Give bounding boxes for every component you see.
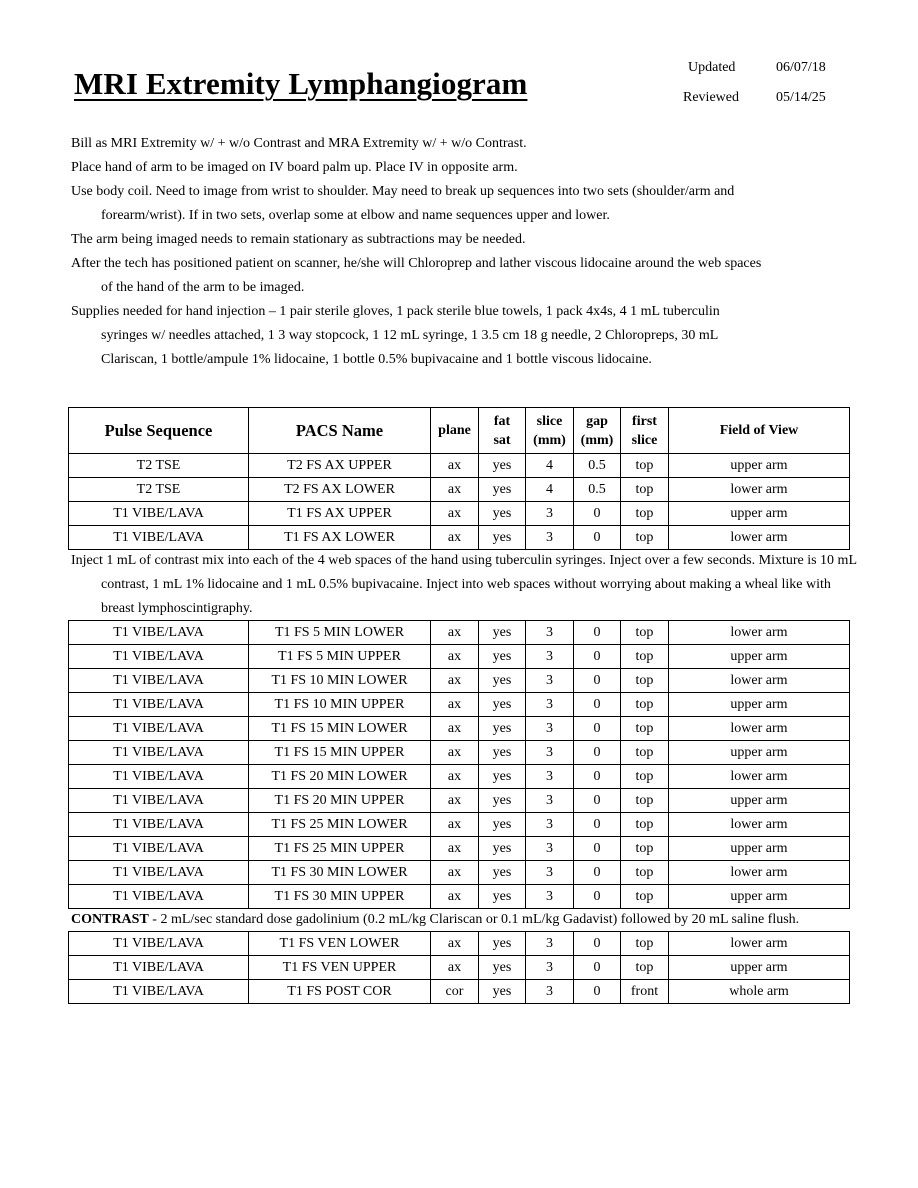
cell-first-slice: top <box>621 669 669 693</box>
cell-pacs-name: T1 FS 20 MIN LOWER <box>249 765 431 789</box>
cell-plane: ax <box>431 621 479 645</box>
cell-field-of-view: lower arm <box>669 526 850 550</box>
cell-pacs-name: T2 FS AX UPPER <box>249 454 431 478</box>
cell-fat-sat: yes <box>479 813 526 837</box>
cell-field-of-view: upper arm <box>669 454 850 478</box>
sequence-table-postcontrast <box>68 931 849 1004</box>
cell-first-slice: top <box>621 645 669 669</box>
cell-plane: cor <box>431 980 479 1004</box>
cell-gap: 0 <box>574 717 621 741</box>
cell-pacs-name: T1 FS AX UPPER <box>249 502 431 526</box>
cell-pulse-sequence: T2 TSE <box>69 478 249 502</box>
cell-pacs-name: T1 FS 30 MIN LOWER <box>249 861 431 885</box>
cell-gap: 0 <box>574 813 621 837</box>
cell-pulse-sequence: T1 VIBE/LAVA <box>69 741 249 765</box>
updated-label: Updated <box>688 60 736 75</box>
cell-slice: 3 <box>526 932 574 956</box>
header-fat-sat-line1: fat <box>493 413 511 429</box>
cell-slice: 3 <box>526 861 574 885</box>
cell-slice: 3 <box>526 885 574 909</box>
cell-pulse-sequence: T1 VIBE/LAVA <box>69 861 249 885</box>
sequence-table-precontrast <box>68 407 849 550</box>
cell-gap: 0 <box>574 645 621 669</box>
table-row <box>69 502 850 526</box>
table-row <box>69 837 850 861</box>
cell-pulse-sequence: T1 VIBE/LAVA <box>69 717 249 741</box>
table-row <box>69 789 850 813</box>
table-row <box>69 885 850 909</box>
cell-fat-sat: yes <box>479 526 526 550</box>
cell-pacs-name: T1 FS 10 MIN LOWER <box>249 669 431 693</box>
cell-pacs-name: T1 FS 25 MIN LOWER <box>249 813 431 837</box>
cell-plane: ax <box>431 645 479 669</box>
cell-slice: 3 <box>526 717 574 741</box>
cell-fat-sat: yes <box>479 789 526 813</box>
cell-gap: 0 <box>574 502 621 526</box>
instruction-supplies: Supplies needed for hand injection – 1 pair sterile gloves, 1 pack sterile blue towels, 1 pack 4x4s, 4 1 mL tuberculin syringes w/ needles attached, 1 3 way stopcock, 1 12 mL syringe, 1 3.5 cm 18 g needle, 2 Chloropreps, 30 mL Clariscan, 1 bottle/ampule 1% lidocaine, 1 bottle 0.5% bupivacaine and 1 bottle viscous lidocaine. <box>71 304 720 367</box>
cell-fat-sat: yes <box>479 980 526 1004</box>
cell-fat-sat: yes <box>479 956 526 980</box>
cell-pacs-name: T1 FS 5 MIN UPPER <box>249 645 431 669</box>
reviewed-label: Reviewed <box>683 90 739 105</box>
cell-fat-sat: yes <box>479 765 526 789</box>
cell-slice: 3 <box>526 526 574 550</box>
cell-pacs-name: T2 FS AX LOWER <box>249 478 431 502</box>
header-first-slice <box>621 408 669 454</box>
cell-fat-sat: yes <box>479 693 526 717</box>
cell-plane: ax <box>431 717 479 741</box>
cell-plane: ax <box>431 956 479 980</box>
cell-gap: 0 <box>574 693 621 717</box>
cell-pulse-sequence: T1 VIBE/LAVA <box>69 980 249 1004</box>
table-row <box>69 765 850 789</box>
table-row <box>69 693 850 717</box>
cell-first-slice: top <box>621 932 669 956</box>
cell-pulse-sequence: T1 VIBE/LAVA <box>69 502 249 526</box>
cell-first-slice: top <box>621 813 669 837</box>
table-row <box>69 956 850 980</box>
header-gap-line2: (mm) <box>580 432 614 448</box>
cell-pulse-sequence: T1 VIBE/LAVA <box>69 526 249 550</box>
cell-first-slice: top <box>621 956 669 980</box>
cell-gap: 0 <box>574 861 621 885</box>
header-fat-sat-line2: sat <box>493 432 511 448</box>
cell-pacs-name: T1 FS 20 MIN UPPER <box>249 789 431 813</box>
cell-first-slice: top <box>621 621 669 645</box>
header-slice-line2: (mm) <box>533 432 566 448</box>
header-plane: plane <box>431 408 479 454</box>
header-gap-line1: gap <box>586 413 608 429</box>
cell-fat-sat: yes <box>479 932 526 956</box>
cell-gap: 0 <box>574 765 621 789</box>
cell-field-of-view: upper arm <box>669 502 850 526</box>
cell-field-of-view: upper arm <box>669 645 850 669</box>
cell-fat-sat: yes <box>479 861 526 885</box>
cell-pulse-sequence: T1 VIBE/LAVA <box>69 669 249 693</box>
cell-pacs-name: T1 FS 30 MIN UPPER <box>249 885 431 909</box>
cell-gap: 0.5 <box>574 454 621 478</box>
cell-slice: 3 <box>526 669 574 693</box>
cell-plane: ax <box>431 789 479 813</box>
cell-pacs-name: T1 FS AX LOWER <box>249 526 431 550</box>
cell-field-of-view: whole arm <box>669 980 850 1004</box>
cell-gap: 0 <box>574 885 621 909</box>
table-body <box>69 621 850 909</box>
cell-first-slice: top <box>621 693 669 717</box>
table-body <box>69 932 850 1004</box>
cell-slice: 3 <box>526 813 574 837</box>
cell-slice: 3 <box>526 741 574 765</box>
cell-gap: 0 <box>574 837 621 861</box>
table-row <box>69 526 850 550</box>
cell-slice: 3 <box>526 645 574 669</box>
cell-slice: 4 <box>526 478 574 502</box>
cell-first-slice: top <box>621 478 669 502</box>
cell-field-of-view: upper arm <box>669 741 850 765</box>
header-first-line2: slice <box>631 432 658 448</box>
header-slice-line1: slice <box>536 413 563 429</box>
cell-plane: ax <box>431 837 479 861</box>
header-fat-sat <box>479 408 526 454</box>
cell-pacs-name: T1 FS VEN UPPER <box>249 956 431 980</box>
cell-pacs-name: T1 FS 15 MIN LOWER <box>249 717 431 741</box>
cell-plane: ax <box>431 669 479 693</box>
cell-plane: ax <box>431 885 479 909</box>
cell-first-slice: top <box>621 861 669 885</box>
header-field-of-view: Field of View <box>669 408 850 454</box>
header-gap <box>574 408 621 454</box>
cell-first-slice: top <box>621 741 669 765</box>
cell-first-slice: top <box>621 526 669 550</box>
cell-pulse-sequence: T1 VIBE/LAVA <box>69 765 249 789</box>
cell-field-of-view: lower arm <box>669 478 850 502</box>
injection-note <box>71 549 871 621</box>
cell-pulse-sequence: T1 VIBE/LAVA <box>69 885 249 909</box>
instruction-billing: Bill as MRI Extremity w/ + w/o Contrast and MRA Extremity w/ + w/o Contrast. <box>71 136 527 151</box>
cell-fat-sat: yes <box>479 621 526 645</box>
cell-pacs-name: T1 FS 15 MIN UPPER <box>249 741 431 765</box>
cell-plane: ax <box>431 502 479 526</box>
cell-field-of-view: lower arm <box>669 621 850 645</box>
cell-field-of-view: upper arm <box>669 693 850 717</box>
instruction-coil: Use body coil. Need to image from wrist to shoulder. May need to break up sequences into two sets (shoulder/arm and forearm/wrist). If in two sets, overlap some at elbow and name sequences upper and lower. <box>71 184 735 223</box>
cell-plane: ax <box>431 454 479 478</box>
header-first-line1: first <box>632 413 657 429</box>
cell-fat-sat: yes <box>479 645 526 669</box>
cell-pulse-sequence: T1 VIBE/LAVA <box>69 621 249 645</box>
cell-first-slice: top <box>621 454 669 478</box>
revision-info <box>683 60 836 120</box>
cell-first-slice: top <box>621 885 669 909</box>
cell-fat-sat: yes <box>479 478 526 502</box>
cell-fat-sat: yes <box>479 885 526 909</box>
cell-slice: 3 <box>526 502 574 526</box>
cell-pacs-name: T1 FS POST COR <box>249 980 431 1004</box>
cell-pulse-sequence: T1 VIBE/LAVA <box>69 837 249 861</box>
cell-slice: 3 <box>526 621 574 645</box>
cell-first-slice: top <box>621 837 669 861</box>
reviewed-row <box>683 90 836 120</box>
cell-slice: 3 <box>526 837 574 861</box>
instruction-positioning: Place hand of arm to be imaged on IV board palm up. Place IV in opposite arm. <box>71 160 518 175</box>
cell-slice: 4 <box>526 454 574 478</box>
cell-fat-sat: yes <box>479 502 526 526</box>
cell-pulse-sequence: T1 VIBE/LAVA <box>69 932 249 956</box>
table-row <box>69 932 850 956</box>
cell-field-of-view: lower arm <box>669 932 850 956</box>
cell-pulse-sequence: T1 VIBE/LAVA <box>69 693 249 717</box>
cell-plane: ax <box>431 693 479 717</box>
cell-gap: 0 <box>574 956 621 980</box>
sequence-table-postinjection <box>68 620 849 909</box>
contrast-label: CONTRAST <box>71 912 149 927</box>
cell-gap: 0 <box>574 980 621 1004</box>
table-row <box>69 861 850 885</box>
header-pacs-name: PACS Name <box>249 408 431 454</box>
cell-field-of-view: upper arm <box>669 789 850 813</box>
cell-pacs-name: T1 FS VEN LOWER <box>249 932 431 956</box>
cell-slice: 3 <box>526 693 574 717</box>
cell-fat-sat: yes <box>479 837 526 861</box>
cell-slice: 3 <box>526 765 574 789</box>
table-row <box>69 454 850 478</box>
cell-plane: ax <box>431 861 479 885</box>
table-header-row <box>69 408 850 454</box>
cell-field-of-view: lower arm <box>669 813 850 837</box>
cell-field-of-view: lower arm <box>669 765 850 789</box>
contrast-note <box>71 908 799 932</box>
cell-pacs-name: T1 FS 5 MIN LOWER <box>249 621 431 645</box>
cell-field-of-view: lower arm <box>669 717 850 741</box>
cell-field-of-view: lower arm <box>669 669 850 693</box>
cell-slice: 3 <box>526 980 574 1004</box>
table-row <box>69 669 850 693</box>
page-title: MRI Extremity Lymphangiogram <box>74 66 528 101</box>
cell-pulse-sequence: T2 TSE <box>69 454 249 478</box>
cell-gap: 0 <box>574 741 621 765</box>
cell-gap: 0 <box>574 932 621 956</box>
header-slice <box>526 408 574 454</box>
table-row <box>69 478 850 502</box>
cell-plane: ax <box>431 478 479 502</box>
cell-gap: 0 <box>574 526 621 550</box>
cell-gap: 0 <box>574 621 621 645</box>
cell-field-of-view: lower arm <box>669 861 850 885</box>
cell-first-slice: top <box>621 502 669 526</box>
reviewed-date: 05/14/25 <box>776 90 826 105</box>
cell-gap: 0 <box>574 669 621 693</box>
table-row <box>69 741 850 765</box>
updated-date: 06/07/18 <box>776 60 826 75</box>
cell-fat-sat: yes <box>479 717 526 741</box>
table-body <box>69 454 850 550</box>
instruction-prep: After the tech has positioned patient on scanner, he/she will Chloroprep and lather viscous lidocaine around the web spaces of the hand of the arm to be imaged. <box>71 256 762 295</box>
cell-pulse-sequence: T1 VIBE/LAVA <box>69 789 249 813</box>
cell-first-slice: top <box>621 717 669 741</box>
cell-field-of-view: upper arm <box>669 956 850 980</box>
injection-note-text: Inject 1 mL of contrast mix into each of the 4 web spaces of the hand using tuberculin syringes. Inject over a few seconds. Mixture is 10 mL contrast, 1 mL 1% lidocaine and 1 mL 0.5% bupivacaine. Inject into web spaces without worrying about making a wheal like with breast lymphoscintigraphy. <box>71 553 857 616</box>
table-row <box>69 717 850 741</box>
cell-pacs-name: T1 FS 25 MIN UPPER <box>249 837 431 861</box>
cell-slice: 3 <box>526 956 574 980</box>
cell-field-of-view: upper arm <box>669 885 850 909</box>
cell-plane: ax <box>431 765 479 789</box>
cell-plane: ax <box>431 741 479 765</box>
instruction-stationary: The arm being imaged needs to remain stationary as subtractions may be needed. <box>71 232 526 247</box>
updated-row <box>683 60 836 90</box>
cell-first-slice: top <box>621 765 669 789</box>
cell-pacs-name: T1 FS 10 MIN UPPER <box>249 693 431 717</box>
table-row <box>69 645 850 669</box>
instructions <box>71 132 861 372</box>
cell-first-slice: front <box>621 980 669 1004</box>
cell-slice: 3 <box>526 789 574 813</box>
cell-pulse-sequence: T1 VIBE/LAVA <box>69 956 249 980</box>
cell-field-of-view: upper arm <box>669 837 850 861</box>
cell-fat-sat: yes <box>479 741 526 765</box>
cell-plane: ax <box>431 932 479 956</box>
cell-pulse-sequence: T1 VIBE/LAVA <box>69 645 249 669</box>
cell-plane: ax <box>431 526 479 550</box>
cell-gap: 0.5 <box>574 478 621 502</box>
contrast-text: - 2 mL/sec standard dose gadolinium (0.2 mL/kg Clariscan or 0.1 mL/kg Gadavist) followed by 20 mL saline flush. <box>148 912 800 927</box>
cell-plane: ax <box>431 813 479 837</box>
table-row <box>69 813 850 837</box>
cell-fat-sat: yes <box>479 454 526 478</box>
cell-pulse-sequence: T1 VIBE/LAVA <box>69 813 249 837</box>
cell-gap: 0 <box>574 789 621 813</box>
table-row <box>69 621 850 645</box>
header-pulse-sequence: Pulse Sequence <box>69 408 249 454</box>
cell-fat-sat: yes <box>479 669 526 693</box>
table-row <box>69 980 850 1004</box>
cell-first-slice: top <box>621 789 669 813</box>
